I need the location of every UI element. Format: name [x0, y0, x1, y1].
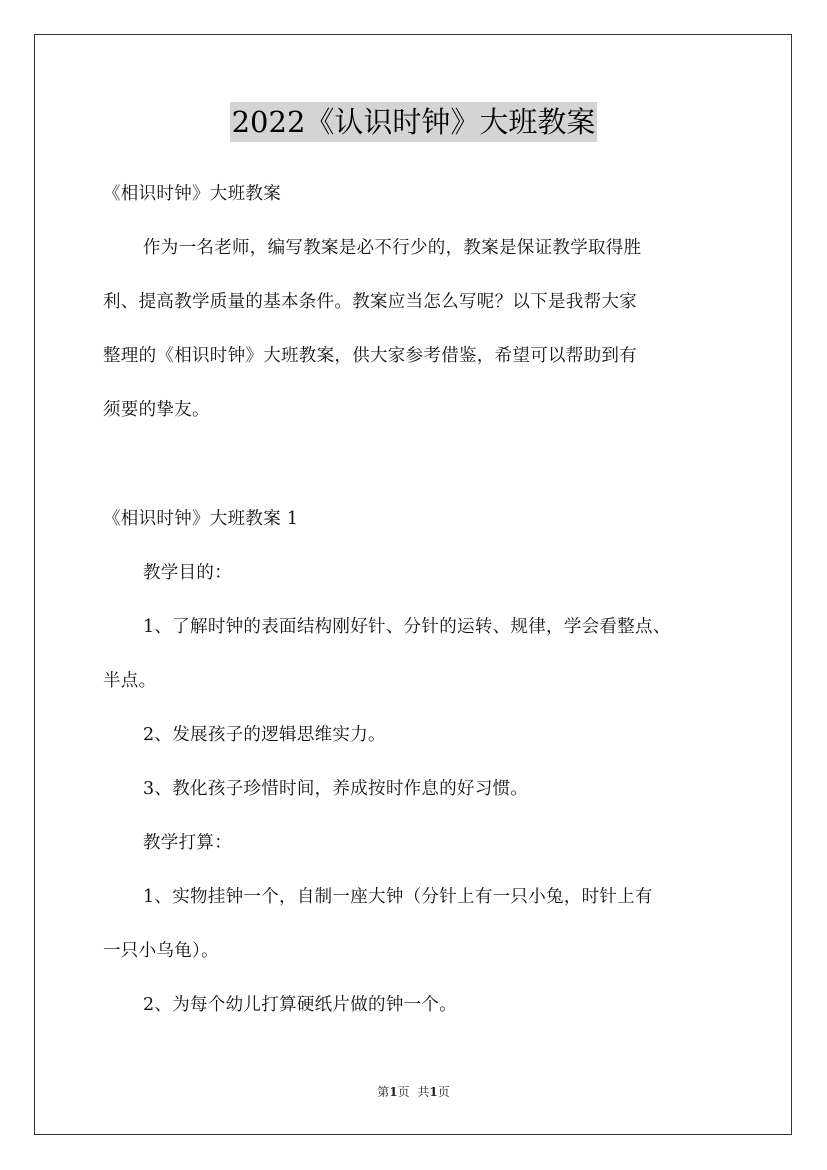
intro-line-1: 作为一名老师，编写教案是必不行少的，教案是保证教学取得胜: [143, 238, 642, 258]
page-suffix: 页: [397, 1085, 410, 1099]
prep-1-line-1: 1、实物挂钟一个，自制一座大钟（分针上有一只小兔，时针上有: [143, 887, 653, 907]
section-heading: 《相识时钟》大班教案 1: [103, 509, 299, 529]
intro-line-3: 整理的《相识时钟》大班教案，供大家参考借鉴，希望可以帮助到有: [103, 346, 637, 366]
document-subtitle: 《相识时钟》大班教案: [103, 184, 281, 204]
prep-1-line-2: 一只小乌龟）。: [103, 941, 219, 961]
intro-line-2: 利、提高教学质量的基本条件。教案应当怎么写呢？以下是我帮大家: [103, 292, 637, 312]
page-total: 1: [429, 1085, 438, 1099]
document-title: 2022《认识时钟》大班教案: [230, 102, 598, 142]
goal-3: 3、教化孩子珍惜时间，养成按时作息的好习惯。: [143, 779, 529, 799]
goal-1-line-2: 半点。: [103, 671, 157, 691]
total-prefix: 共: [417, 1085, 430, 1099]
goal-2: 2、发展孩子的逻辑思维实力。: [143, 725, 386, 745]
goals-heading: 教学目的：: [143, 563, 232, 583]
page-footer: [0, 1084, 827, 1100]
prep-heading: 教学打算：: [143, 833, 232, 853]
goal-1-line-1: 1、了解时钟的表面结构刚好针、分针的运转、规律，学会看整点、: [143, 617, 671, 637]
page-number: 1: [389, 1085, 398, 1099]
total-suffix: 页: [437, 1085, 450, 1099]
page-prefix: 第: [377, 1085, 390, 1099]
prep-2: 2、为每个幼儿打算硬纸片做的钟一个。: [143, 995, 458, 1015]
title-container: [0, 102, 827, 142]
intro-line-4: 须要的挚友。: [103, 400, 210, 420]
